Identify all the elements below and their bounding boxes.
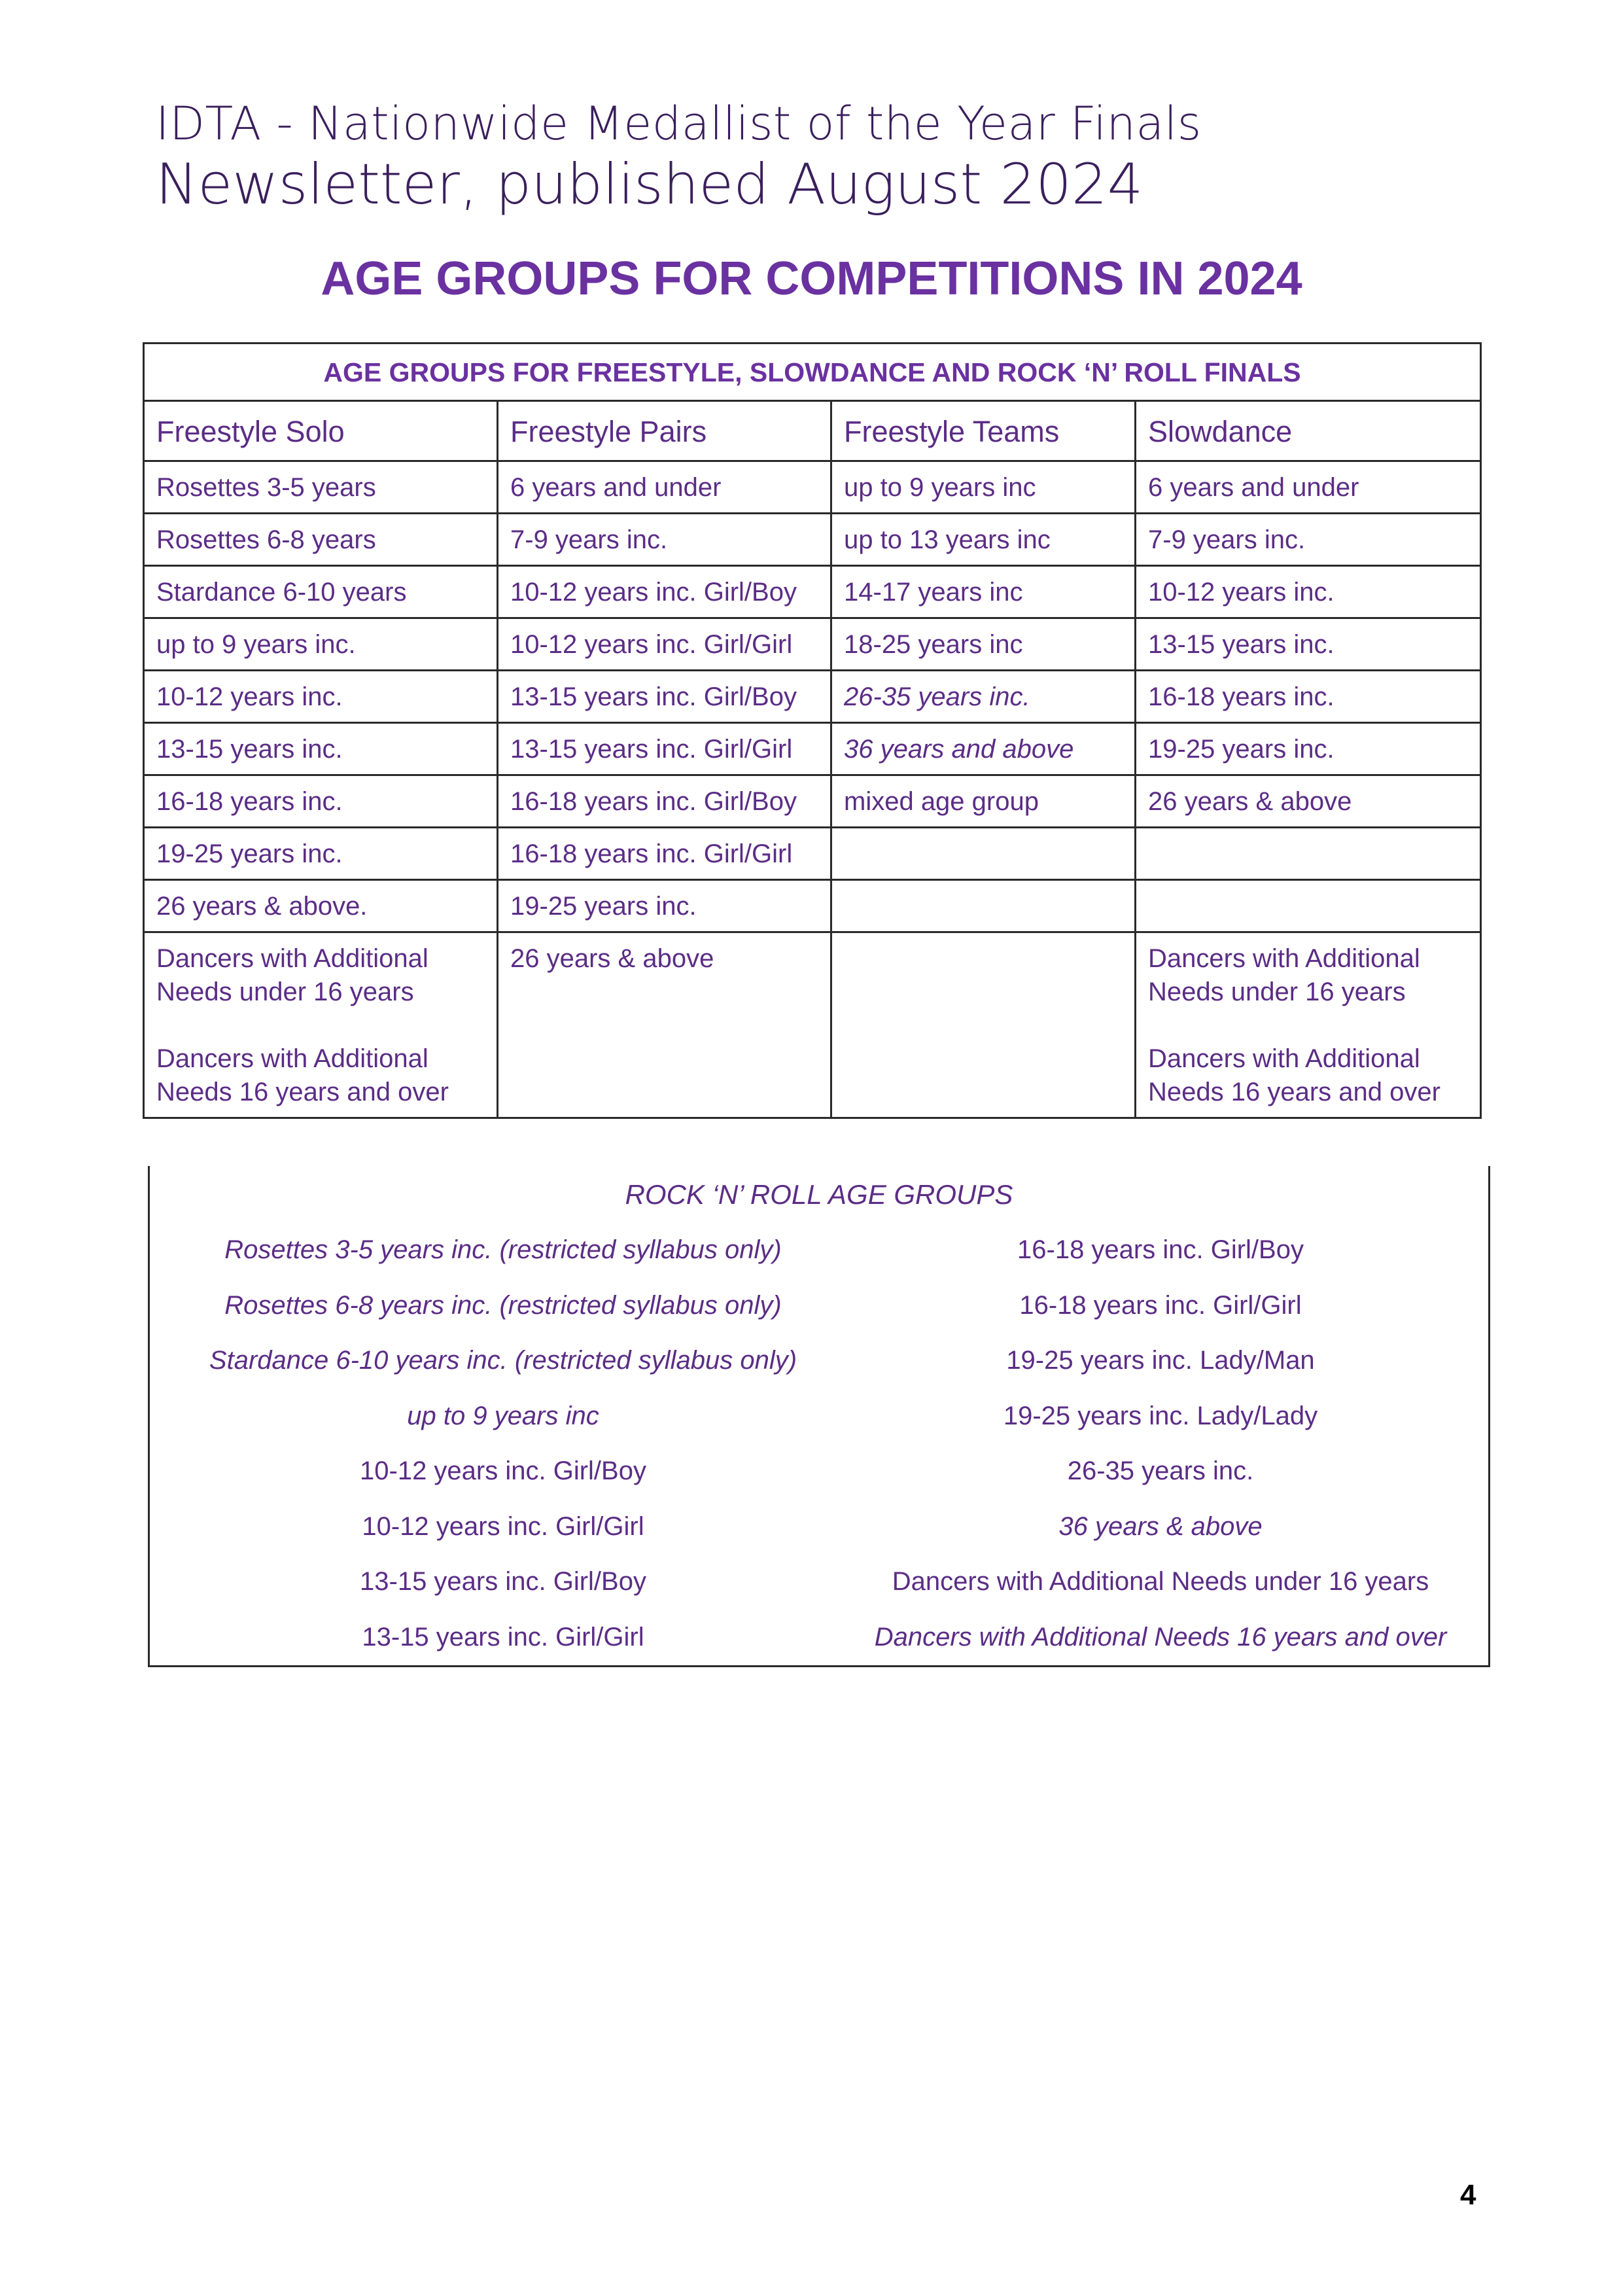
table-cell: up to 9 years inc — [831, 461, 1136, 514]
list-item: 26-35 years inc. — [1067, 1457, 1254, 1485]
column-header-freestyle-teams: Freestyle Teams — [831, 401, 1136, 461]
table-cell: 16-18 years inc. — [1136, 671, 1481, 723]
table-cell — [1136, 828, 1481, 880]
list-item: Dancers with Additional Needs 16 years and over — [874, 1622, 1447, 1651]
table-cell — [1136, 880, 1481, 932]
newsletter-event-title: IDTA - Nationwide Medallist of the Year Finals — [156, 97, 1202, 150]
table-cell: 6 years and under — [1136, 461, 1481, 514]
page-title: AGE GROUPS FOR COMPETITIONS IN 2024 — [321, 253, 1302, 305]
age-groups-table — [143, 342, 1482, 1119]
table-row — [144, 880, 1481, 932]
list-item: Dancers with Additional Needs under 16 years — [892, 1567, 1429, 1596]
column-header-slowdance: Slowdance — [1136, 401, 1481, 461]
table-cell: 26 years & above — [498, 932, 831, 1118]
table-cell — [831, 828, 1136, 880]
list-item: 10-12 years inc. Girl/Boy — [360, 1457, 646, 1485]
table-cell: 10-12 years inc. Girl/Girl — [498, 618, 831, 671]
table-cell: 16-18 years inc. — [144, 775, 498, 828]
table-cell: 13-15 years inc. Girl/Boy — [498, 671, 831, 723]
list-item: 19-25 years inc. Lady/Lady — [1003, 1401, 1318, 1430]
table-cell: up to 9 years inc. — [144, 618, 498, 671]
table-cell: 13-15 years inc. Girl/Girl — [498, 723, 831, 775]
list-item: 13-15 years inc. Girl/Boy — [360, 1567, 646, 1596]
table-cell: 10-12 years inc. Girl/Boy — [498, 566, 831, 618]
newsletter-subtitle: Newsletter, published August 2024 — [156, 152, 1143, 217]
table-cell: up to 13 years inc — [831, 514, 1136, 566]
table-cell: 7-9 years inc. — [498, 514, 831, 566]
table-cell: 19-25 years inc. — [144, 828, 498, 880]
rock-n-roll-title: ROCK ‘N’ ROLL AGE GROUPS — [625, 1179, 1013, 1210]
rock-left-column — [163, 1235, 843, 1678]
table-row — [144, 775, 1481, 828]
table-cell — [831, 880, 1136, 932]
table-cell: 14-17 years inc — [831, 566, 1136, 618]
table-row — [144, 514, 1481, 566]
list-item: 16-18 years inc. Girl/Girl — [1019, 1290, 1302, 1320]
table-cell: Stardance 6-10 years — [144, 566, 498, 618]
table-cell: 6 years and under — [498, 461, 831, 514]
table-heading-row — [144, 344, 1481, 401]
column-header-freestyle-solo: Freestyle Solo — [144, 401, 498, 461]
cell-text: Dancers with Additional Needs 16 years and over — [1148, 1044, 1440, 1106]
table-cell: 13-15 years inc. — [144, 723, 498, 775]
table-cell: mixed age group — [831, 775, 1136, 828]
rock-n-roll-box — [148, 1166, 1490, 1667]
table-cell: 26 years & above — [1136, 775, 1481, 828]
table-cell — [1136, 932, 1481, 1118]
table-row-additional-needs — [144, 932, 1481, 1118]
table-cell — [144, 932, 498, 1118]
list-item: Rosettes 3-5 years inc. (restricted syllabus only) — [224, 1235, 782, 1264]
cell-text: Dancers with Additional Needs under 16 years — [156, 944, 428, 1006]
table-cell: 13-15 years inc. — [1136, 618, 1481, 671]
table-cell — [831, 932, 1136, 1118]
rock-right-column — [830, 1235, 1491, 1678]
table-cell: 18-25 years inc — [831, 618, 1136, 671]
table-cell: 10-12 years inc. — [1136, 566, 1481, 618]
table-heading: AGE GROUPS FOR FREESTYLE, SLOWDANCE AND ROCK ‘N’ ROLL FINALS — [144, 344, 1481, 401]
table-cell: Rosettes 6-8 years — [144, 514, 498, 566]
list-item: 13-15 years inc. Girl/Girl — [362, 1622, 644, 1651]
cell-text: Dancers with Additional Needs under 16 years — [1148, 944, 1420, 1006]
table-cell: 19-25 years inc. — [1136, 723, 1481, 775]
table-cell: 26 years & above. — [144, 880, 498, 932]
table-cell: 7-9 years inc. — [1136, 514, 1481, 566]
table-cell: 16-18 years inc. Girl/Boy — [498, 775, 831, 828]
table-row — [144, 671, 1481, 723]
table-row — [144, 828, 1481, 880]
table-row — [144, 723, 1481, 775]
page-number: 4 — [1460, 2179, 1476, 2211]
list-item: up to 9 years inc — [407, 1401, 599, 1430]
list-item: Stardance 6-10 years inc. (restricted syllabus only) — [209, 1346, 797, 1375]
table-cell: Rosettes 3-5 years — [144, 461, 498, 514]
table-cell: 36 years and above — [831, 723, 1136, 775]
table-cell: 26-35 years inc. — [831, 671, 1136, 723]
list-item: 16-18 years inc. Girl/Boy — [1017, 1235, 1304, 1264]
table-row — [144, 618, 1481, 671]
table-row — [144, 566, 1481, 618]
table-cell: 10-12 years inc. — [144, 671, 498, 723]
table-cell: 16-18 years inc. Girl/Girl — [498, 828, 831, 880]
column-header-row — [144, 401, 1481, 461]
list-item: 10-12 years inc. Girl/Girl — [362, 1511, 644, 1541]
table-cell: 19-25 years inc. — [498, 880, 831, 932]
list-item: Rosettes 6-8 years inc. (restricted syllabus only) — [224, 1290, 782, 1320]
cell-text: Dancers with Additional Needs 16 years and over — [156, 1044, 449, 1106]
list-item: 19-25 years inc. Lady/Man — [1006, 1346, 1315, 1375]
list-item: 36 years & above — [1058, 1511, 1263, 1541]
table-row — [144, 461, 1481, 514]
column-header-freestyle-pairs: Freestyle Pairs — [498, 401, 831, 461]
